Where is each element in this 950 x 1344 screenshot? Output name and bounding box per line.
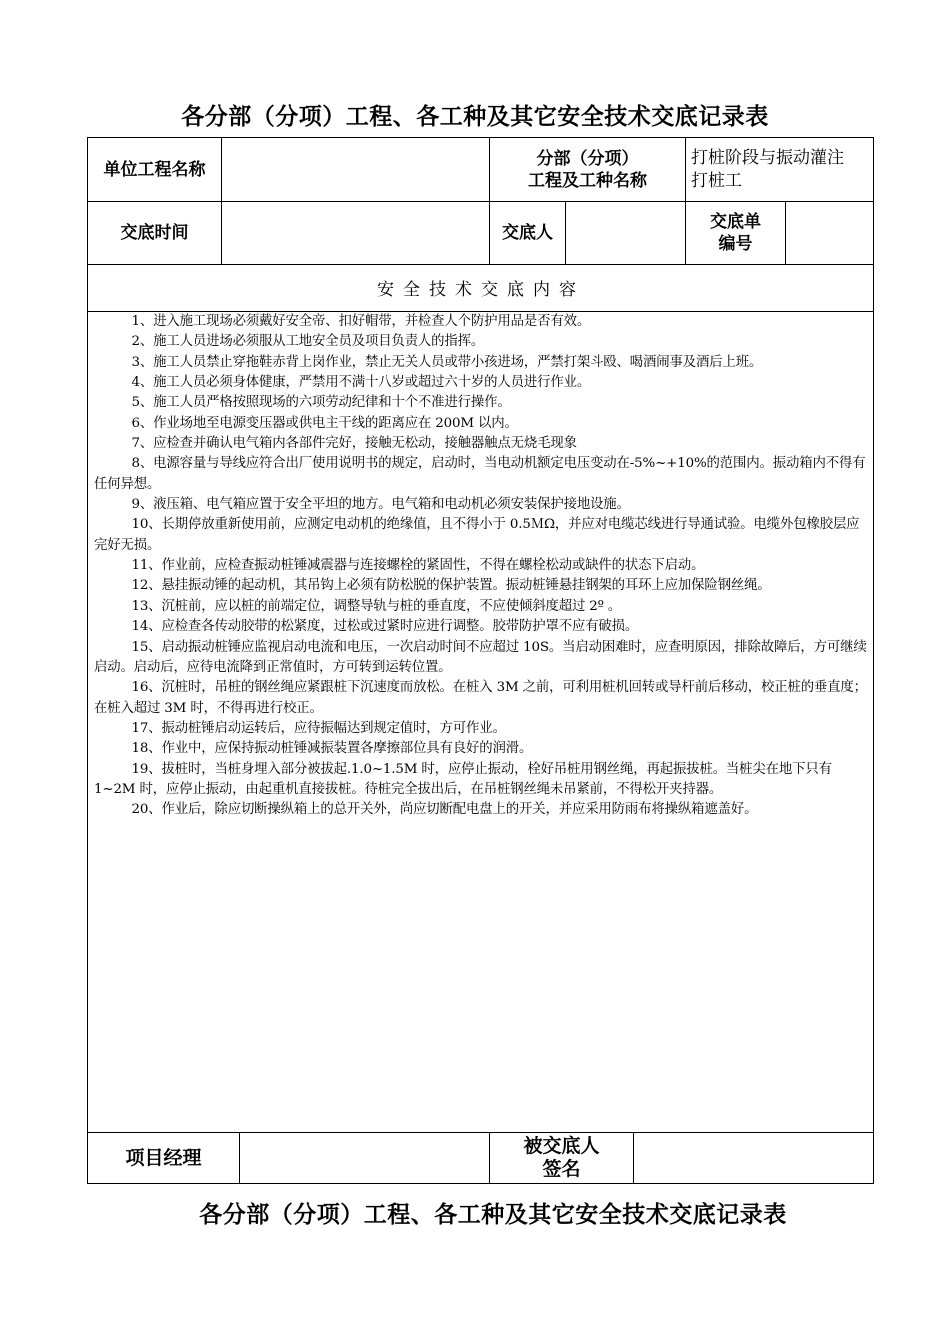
manager-label: 项目经理 [125,1146,202,1169]
briefing-item: 19、拔桩时，当桩身埋入部分被拔起.1.0~1.5M 时，应停止振动，栓好吊桩用钢丝绳，再起振拔桩。当桩尖在地下只有 1~2M 时，应停止振动，由起重机直接拔桩。待桩完全拔出后，在吊桩钢丝绳未吊紧前，不得松开夹持器。 [94,761,832,797]
briefer-label: 交底人 [502,222,553,243]
signer-label-line2: 签名 [542,1158,581,1180]
briefing-content [94,312,869,821]
briefing-item: 3、施工人员禁止穿拖鞋赤背上岗作业，禁止无关人员或带小孩进场，严禁打架斗殴、喝酒闹事及酒后上班。 [131,354,763,370]
briefing-item: 5、施工人员严格按照现场的六项劳动纪律和十个不准进行操作。 [131,395,511,411]
record-table [87,137,874,1184]
sub-project-label-line1: 分部（分项） [536,148,639,169]
briefer-field[interactable] [566,201,685,264]
section-title: 安全技术交底内容 [377,280,585,300]
briefing-item: 14、应检查各传动胶带的松紧度，过松或过紧时应进行调整。胶带防护罩不应有破损。 [131,619,639,635]
briefing-item: 8、电源容量与导线应符合出厂使用说明书的规定，启动时，当电动机额定电压变动在-5%~+10%的范围内。振动箱内不得有任何异想。 [94,456,866,492]
number-label-line2: 编号 [718,233,753,254]
time-field[interactable] [222,201,489,264]
unit-project-label: 单位工程名称 [103,159,206,180]
briefing-item: 10、长期停放重新使用前，应测定电动机的绝缘值，且不得小于 0.5ＭΩ，并应对电缆芯线进行导通试验。电缆外包橡胶层应完好无损。 [94,517,860,553]
unit-project-field[interactable] [222,138,489,201]
sub-project-label [490,138,685,201]
sub-project-value-line1: 打桩阶段与振动灌注 [691,147,844,168]
number-field[interactable] [786,201,874,264]
number-label [686,201,785,264]
briefing-item: 7、应检查并确认电气箱内各部件完好，接触无松动，接触器触点无烧毛现象 [131,436,577,452]
briefing-item: 20、作业后，除应切断操纵箱上的总开关外，尚应切断配电盘上的开关，并应采用防雨布将操纵箱遮盖好。 [131,802,758,818]
briefing-item: 13、沉桩前，应以桩的前端定位，调整导轨与桩的垂直度，不应使倾斜度超过 2º 。 [131,598,622,614]
briefing-item: 16、沉桩时，吊桩的钢丝绳应紧跟桩下沉速度而放松。在桩入 3M 之前，可利用桩机回转或导杆前后移动，校正桩的垂直度；在桩入超过 3M 时，不得再进行校正。 [94,680,867,716]
briefing-item: 9、液压箱、电气箱应置于安全平坦的地方。电气箱和电动机必须安装保护接地设施。 [131,497,630,513]
briefing-item: 4、施工人员必须身体健康，严禁用不满十八岁或超过六十岁的人员进行作业。 [131,375,591,391]
signer-label-line1: 被交底人 [523,1135,600,1157]
sub-project-value-line2: 打桩工 [691,170,742,191]
briefing-item: 17、振动桩锤启动运转后，应待振幅达到规定值时，方可作业。 [131,720,506,736]
bottom-title: 各分部（分项）工程、各工种及其它安全技术交底记录表 [199,1202,787,1228]
sub-project-label-line2: 工程及工种名称 [528,170,647,191]
briefing-item: 15、启动振动桩锤应监视启动电流和电压，一次启动时间不应超过 10S。当启动困难时，应查明原因，排除故障后，方可继续启动。启动后，应待电流降到正常值时，方可转到运转位置。 [94,639,867,675]
briefing-item: 1、进入施工现场必须戴好安全帝、扣好帽带，并检查人个防护用品是否有效。 [131,314,591,329]
briefing-item: 11、作业前，应检查振动桩锤减震器与连接螺栓的紧固性，不得在螺栓松动或缺件的状态下启动。 [131,558,705,574]
briefing-item: 6、作业场地至电源变压器或供电主干线的距离应在 200M 以内。 [131,415,518,431]
briefing-item: 18、作业中，应保持振动桩锤减振装置各摩擦部位具有良好的润滑。 [131,741,533,757]
number-label-line1: 交底单 [710,211,761,232]
time-label: 交底时间 [120,222,189,243]
sub-project-field[interactable] [686,138,874,201]
briefing-item: 12、悬挂振动锤的起动机，其吊钩上必须有防松脱的保护装置。振动桩锤悬挂钢架的耳环上应加保险钢丝绳。 [131,578,771,594]
manager-field[interactable] [240,1132,489,1184]
page-title: 各分部（分项）工程、各工种及其它安全技术交底记录表 [181,104,769,130]
signer-field[interactable] [634,1132,874,1184]
briefing-item: 2、施工人员进场必须服从工地安全员及项目负责人的指挥。 [131,334,485,350]
signer-label [490,1132,633,1184]
